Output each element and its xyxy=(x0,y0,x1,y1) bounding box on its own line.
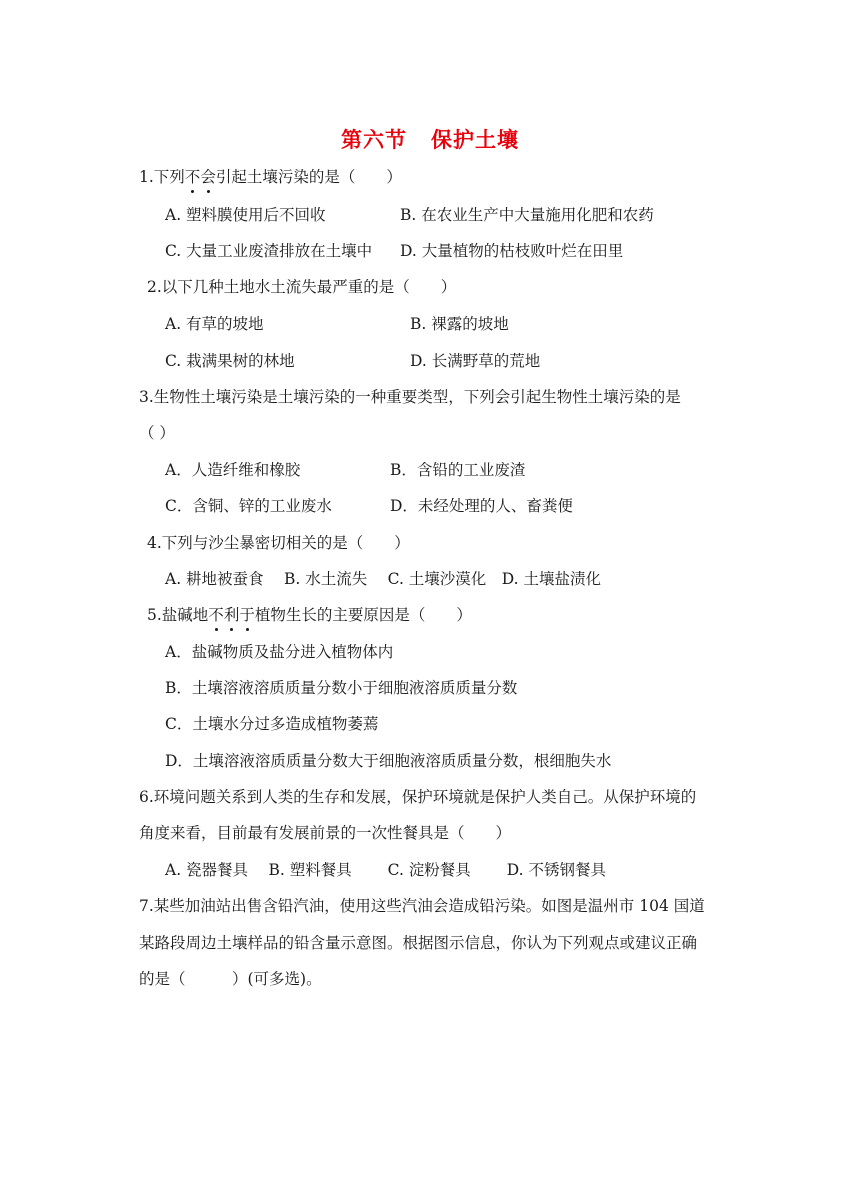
question-7-stem: 7.某些加油站出售含铅汽油，使用这些汽油会造成铅污染。如图是温州市 104 国道 xyxy=(139,897,705,915)
question-1-option-d: D. 大量植物的枯枝败叶烂在田里 xyxy=(400,242,624,260)
question-3-option-a: A．人造纤维和橡胶 xyxy=(165,461,301,479)
question-7-stem-end: 的是（ ）(可多选)。 xyxy=(139,970,322,988)
question-2-option-c: C. 栽满果树的林地 xyxy=(165,352,295,370)
page-title xyxy=(0,124,860,154)
emphasis-char: 不 xyxy=(208,606,224,624)
question-3-option-c: C．含铜、锌的工业废水 xyxy=(165,497,332,515)
question-5-option-d: D．土壤溶液溶质质量分数大于细胞液溶质质量分数，根细胞失水 xyxy=(165,752,612,770)
emphasis-char: 不 xyxy=(184,168,201,186)
question-6-stem-continued: 角度来看，目前最有发展前景的一次性餐具是（ ） xyxy=(139,824,512,842)
question-2-option-a: A. 有草的坡地 xyxy=(165,315,264,333)
question-6-options: A. 瓷器餐具 B. 塑料餐具 C. 淀粉餐具 D. 不锈钢餐具 xyxy=(165,861,606,879)
title-section: 第六节 xyxy=(341,127,407,152)
emphasis-char: 利 xyxy=(223,606,240,624)
question-3-option-b: B．含铅的工业废渣 xyxy=(390,461,526,479)
emphasis-char: 于 xyxy=(239,606,255,624)
question-2-option-d: D. 长满野草的荒地 xyxy=(410,352,541,370)
question-5-stem: 5.盐碱地不利于植物生长的主要原因是（ ） xyxy=(147,606,472,624)
question-4-stem: 4.下列与沙尘暴密切相关的是（ ） xyxy=(147,534,410,552)
question-5-option-c: C．土壤水分过多造成植物萎蔫 xyxy=(165,715,379,733)
question-6-stem: 6.环境问题关系到人类的生存和发展，保护环境就是保护人类自己。从保护环境的 xyxy=(139,788,697,806)
question-1-option-c: C. 大量工业废渣排放在土壤中 xyxy=(165,242,373,260)
question-2-stem: 2.以下几种土地水土流失最严重的是（ ） xyxy=(147,278,457,296)
question-2-option-b: B. 裸露的坡地 xyxy=(410,315,509,333)
question-4-options: A. 耕地被蚕食 B. 水土流失 C. 土壤沙漠化 D. 土壤盐渍化 xyxy=(165,570,602,588)
question-1-stem: 1.下列不会引起土壤污染的是（ ） xyxy=(139,168,402,186)
emphasis-char: 会 xyxy=(200,168,216,186)
question-3-stem: 3.生物性土壤污染是土壤污染的一种重要类型，下列会引起生物性土壤污染的是 xyxy=(139,388,681,406)
title-topic: 保护土壤 xyxy=(431,127,519,152)
question-3-stem-continued: （ ） xyxy=(139,424,175,442)
question-5-option-b: B．土壤溶液溶质质量分数小于细胞液溶质质量分数 xyxy=(165,679,518,697)
question-1-option-b: B. 在农业生产中大量施用化肥和农药 xyxy=(400,206,654,224)
question-5-option-a: A．盐碱物质及盐分进入植物体内 xyxy=(165,643,394,661)
question-1-option-a: A. 塑料膜使用后不回收 xyxy=(165,206,326,224)
question-3-option-d: D．未经处理的人、畜粪便 xyxy=(390,497,573,515)
question-7-stem-continued: 某路段周边土壤样品的铅含量示意图。根据图示信息，你认为下列观点或建议正确 xyxy=(139,934,698,952)
